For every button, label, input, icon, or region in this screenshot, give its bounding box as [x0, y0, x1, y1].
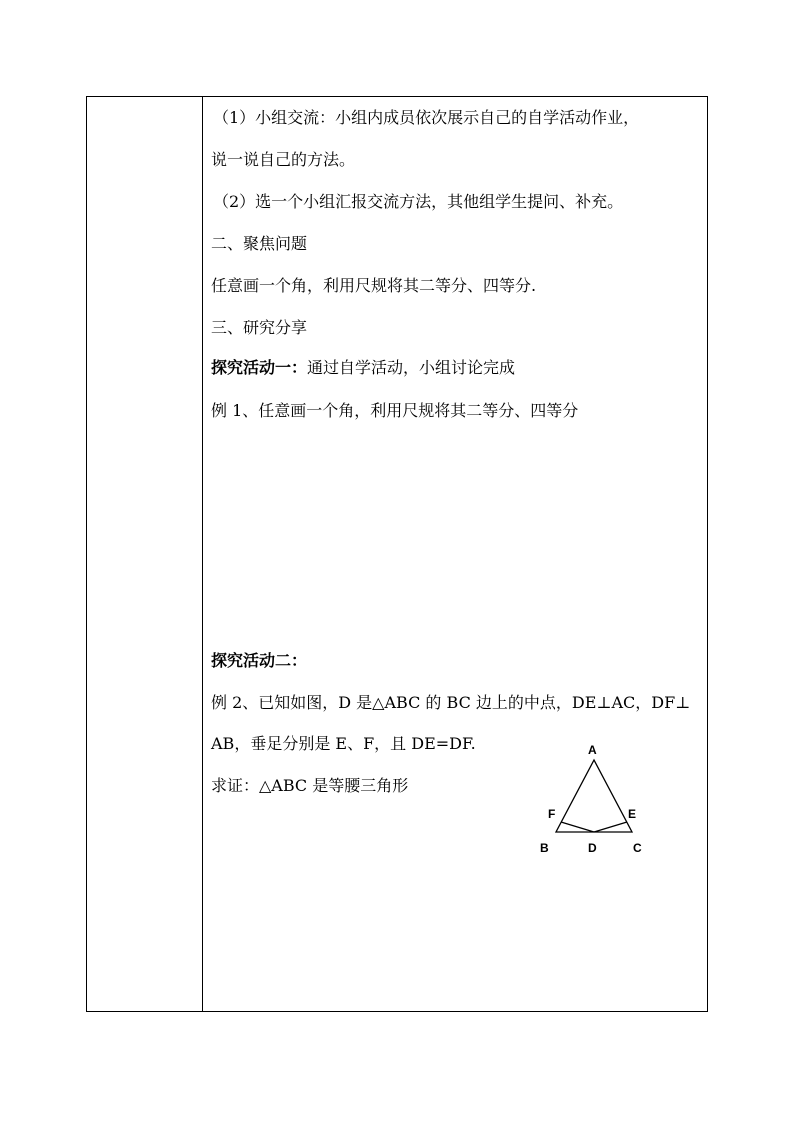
text-line-example-two: 例 2、已知如图，D 是△ABC 的 BC 边上的中点，DE⊥AC，DF⊥	[211, 693, 691, 712]
text-line-focus-task: 任意画一个角，利用尺规将其二等分、四等分.	[211, 276, 537, 295]
text-line-group-exchange: （1）小组交流：小组内成员依次展示自己的自学活动作业，	[213, 108, 640, 127]
text-line-activity-one	[211, 358, 515, 378]
segment-de	[594, 822, 627, 832]
lesson-table	[86, 96, 708, 1012]
label-d: D	[588, 841, 597, 855]
label-e: E	[628, 807, 637, 821]
activity-one-label: 探究活动一：	[211, 358, 308, 377]
segment-df	[561, 822, 594, 832]
label-b: B	[540, 841, 549, 855]
text-line-example-two-cont: AB，垂足分别是 E、F，且 DE=DF.	[211, 734, 476, 753]
activity-one-desc: 通过自学活动，小组讨论完成	[307, 358, 516, 377]
text-line-example-one: 例 1、任意画一个角，利用尺规将其二等分、四等分	[211, 401, 579, 420]
table-left-column	[87, 97, 203, 1011]
label-a: A	[588, 743, 597, 757]
label-c: C	[633, 841, 642, 855]
section-heading-research: 三、研究分享	[211, 318, 308, 337]
triangle-figure	[536, 738, 656, 858]
label-f: F	[548, 807, 556, 821]
activity-two-label: 探究活动二：	[211, 651, 308, 670]
text-line-prove: 求证：△ABC 是等腰三角形	[211, 776, 409, 795]
triangle-abc	[556, 760, 632, 832]
section-heading-focus: 二、聚焦问题	[211, 234, 308, 253]
text-line-report: （2）选一个小组汇报交流方法，其他组学生提问、补充。	[213, 192, 624, 211]
text-line-method: 说一说自己的方法。	[211, 150, 356, 169]
